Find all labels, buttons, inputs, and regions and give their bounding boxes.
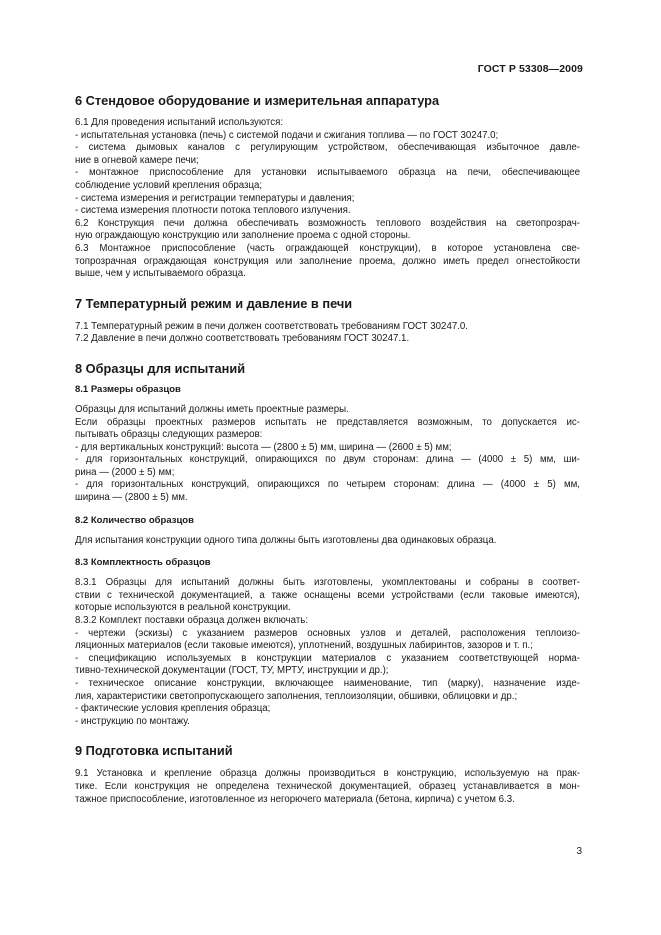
text-line: - техническое описание конструкции, включающее наименование, тип (марку), назначение изде-	[75, 678, 580, 689]
text-line: Для испытания конструкции одного типа должны быть изготовлены два одинаковых образца.	[75, 534, 497, 546]
text-line: 6.1 Для проведения испытаний используются:	[75, 117, 284, 128]
section-heading-6: 6 Стендовое оборудование и измерительная аппаратура	[75, 93, 440, 108]
text-line: рина — (2000 ± 5) мм;	[75, 466, 175, 478]
text-line: 9.1 Установка и крепление образца должны производиться в конструкцию, используемую на прак-	[75, 768, 580, 780]
text-line: - система измерения и регистрации температуры и давления;	[75, 192, 355, 204]
text-line: 6.2 Конструкция печи должна обеспечивать возможность теплового воздействия на светопрозрач-	[75, 217, 580, 229]
text-line: которые используются в реальной конструкции.	[75, 602, 291, 614]
text-line: 8.3.1 Образцы для испытаний должны быть изготовлены, укомплектованы и собраны в соответ-	[75, 577, 580, 589]
text-line: ную ограждающую конструкцию или заполнение проема с одной стороны.	[75, 230, 411, 242]
text-line: тажное приспособление, изготовленное из негорючего материала (бетона, кирпича) с учетом 6.3.	[75, 793, 515, 805]
text-line: - спецификацию используемых в конструкции материалов с указанием соответствующей норма-	[75, 652, 580, 664]
section-heading-7: 7 Температурный режим и давление в печи	[75, 295, 353, 311]
text-line: тивно-технической документации (ГОСТ, ТУ, МРТУ, инструкции и др.);	[75, 665, 389, 677]
page-number: 3	[576, 846, 582, 857]
text-line: ляционных материалов (если таковые имеются), уплотнений, воздушных лабиринтов, зазоров и т. п.;	[75, 640, 533, 652]
text-line: - для вертикальных конструкций: высота — (2800 ± 5) мм, ширина — (2600 ± 5) мм;	[75, 441, 452, 453]
text-line: 7.1 Температурный режим в печи должен соответствовать требованиям ГОСТ 30247.0.	[75, 320, 468, 332]
text-line: выше, чем у испытываемого образца.	[75, 268, 246, 280]
standard-number: ГОСТ Р 53308—2009	[477, 63, 583, 75]
text-line: топрозрачная ограждающая конструкция или заполнение проема, должно иметь предел огнестойкости	[75, 255, 580, 267]
text-line: соблюдение условий крепления образца;	[75, 179, 263, 191]
text-line: Образцы для испытаний должны иметь проектные размеры.	[75, 403, 349, 415]
text-line: Если образцы проектных размеров испытать не представляется возможным, то допускается ис-	[75, 416, 580, 428]
section-heading-9: 9 Подготовка испытаний	[75, 743, 233, 759]
text-line: - испытательная установка (печь) с системой подачи и сжигания топлива — по ГОСТ 30247.0;	[75, 129, 499, 141]
text-line: - инструкцию по монтажу.	[75, 715, 190, 727]
text-line: ширина — (2800 ± 5) мм.	[75, 492, 188, 504]
text-line: 6.3 Монтажное приспособление (часть ограждающей конструкции), в которое установлена све-	[75, 242, 580, 254]
text-line: 7.2 Давление в печи должно соответствовать требованиям ГОСТ 30247.1.	[75, 333, 410, 345]
text-line: - система измерения плотности потока теплового излучения.	[75, 205, 351, 217]
page-content	[75, 93, 580, 806]
text-line: - фактические условия крепления образца;	[75, 703, 271, 715]
text-line: - монтажное приспособление для установки испытываемого образца на печи, обеспечивающее	[75, 167, 580, 179]
text-line: ствии с технической документацией, а также оснащены всеми устройствами (если таковые имеются),	[75, 589, 580, 601]
text-line: - система дымовых каналов с регулирующим устройством, обеспечивающая избыточное давле-	[75, 142, 580, 154]
text-line: - для горизонтальных конструкций, опирающихся по четырем сторонам: длина — (4000 ± 5) мм,	[75, 479, 580, 491]
section-heading-8: 8 Образцы для испытаний	[75, 360, 246, 376]
subsection-heading-8-2: 8.2 Количество образцов	[75, 514, 194, 526]
text-line: - для горизонтальных конструкций, опирающихся по двум сторонам: длина — (4000 ± 5) мм, ши-	[75, 454, 580, 466]
text-line: пытывать образцы следующих размеров:	[75, 429, 263, 441]
subsection-heading-8-1: 8.1 Размеры образцов	[75, 383, 181, 395]
text-line: 8.3.2 Комплект поставки образца должен включать:	[75, 615, 309, 627]
subsection-heading-8-3: 8.3 Комплектность образцов	[75, 557, 211, 569]
text-line: - чертежи (эскизы) с указанием размеров основных узлов и деталей, расположения теплоизо-	[75, 627, 580, 639]
text-line: тике. Если конструкция не определена технической документацией, образец устанавливается в мон-	[75, 780, 580, 792]
text-line: лия, характеристики светопропускающего заполнения, теплоизоляции, обшивки, облицовки и др.;	[75, 690, 518, 702]
text-line: ние в огневой камере печи;	[75, 154, 199, 166]
